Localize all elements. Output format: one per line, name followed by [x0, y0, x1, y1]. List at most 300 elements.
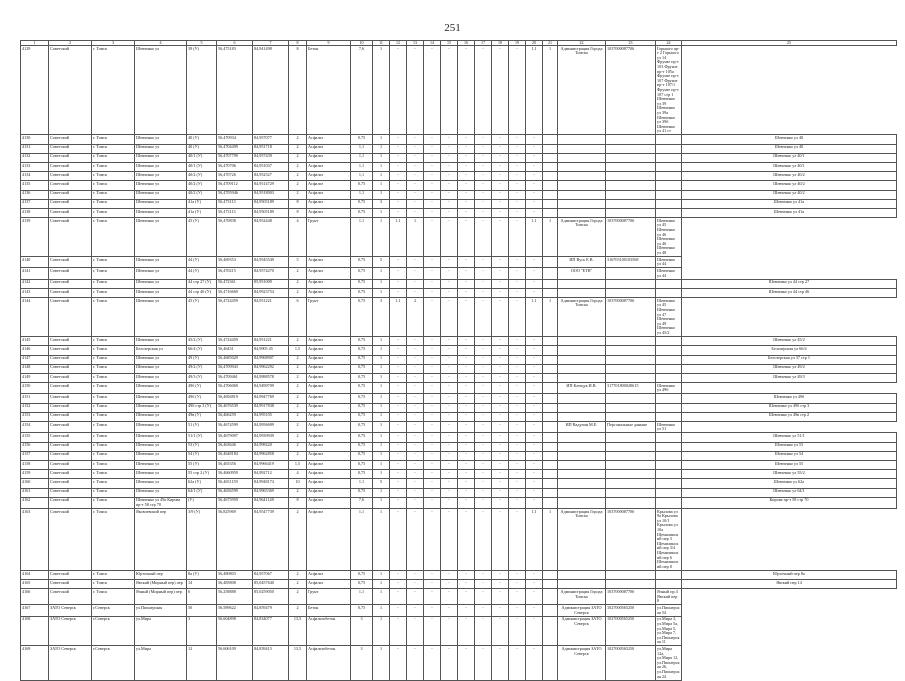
- table-cell: 56,465356: [217, 460, 253, 469]
- table-cell: 1: [373, 646, 390, 680]
- table-cell: [543, 279, 558, 288]
- table-cell: 4149: [21, 373, 49, 382]
- table-cell: Шевченко ул 49/2: [682, 364, 897, 373]
- table-cell: 1: [373, 268, 390, 279]
- table-cell: Советский: [49, 268, 92, 279]
- table-cell: Шевченко ул 41а: [682, 208, 897, 217]
- registry-table: [20, 40, 897, 681]
- table-cell: -: [424, 412, 441, 421]
- table-cell: [543, 646, 558, 680]
- table-cell: -: [458, 571, 475, 580]
- table-cell: 44 стр 27 (У): [187, 279, 217, 288]
- table-cell: Советский: [49, 403, 92, 412]
- table-cell: 4151: [21, 394, 49, 403]
- table-cell: 84,951221: [253, 337, 289, 346]
- table-cell: -: [509, 497, 526, 508]
- table-cell: -: [458, 605, 475, 616]
- table-cell: ЗАТО Северск: [49, 616, 92, 646]
- table-cell: 0,75: [351, 208, 373, 217]
- table-cell: 44 (У): [187, 257, 217, 268]
- table-cell: [543, 412, 558, 421]
- table-cell: [543, 346, 558, 355]
- table-cell: [558, 135, 606, 144]
- table-cell: Шевченко ул: [135, 403, 187, 412]
- column-number-cell: 6: [217, 41, 253, 46]
- table-cell: -: [526, 383, 543, 394]
- table-cell: Асфальтобетон: [307, 646, 351, 680]
- table-cell: 1,1: [351, 218, 373, 257]
- table-cell: -: [424, 298, 441, 337]
- table-cell: 56,4675959: [217, 497, 253, 508]
- table-cell: 4135: [21, 181, 49, 190]
- table-cell: [558, 279, 606, 288]
- table-cell: г. Томск: [92, 46, 135, 135]
- column-number-cell: 1: [21, 41, 49, 46]
- table-cell: -: [492, 497, 509, 508]
- table-cell: -: [441, 422, 458, 433]
- table-cell: 1: [373, 355, 390, 364]
- table-cell: 85,0457640: [253, 580, 289, 589]
- table-cell: Асфальт: [307, 433, 351, 442]
- table-cell: 56,4648184: [217, 451, 253, 460]
- table-cell: -: [458, 580, 475, 589]
- table-cell: 84,9514729: [253, 181, 289, 190]
- table-cell: 0,75: [351, 451, 373, 460]
- table-cell: 1: [373, 153, 390, 162]
- table-cell: [543, 394, 558, 403]
- table-cell: г. Томск: [92, 373, 135, 382]
- table-cell: Советский: [49, 199, 92, 208]
- table-cell: 2: [289, 580, 307, 589]
- table-cell: -: [475, 509, 492, 571]
- table-cell: Асфальт: [307, 355, 351, 364]
- table-cell: Шевченко ул 40/2: [682, 172, 897, 181]
- table-cell: -: [458, 172, 475, 181]
- table-cell: 4153: [21, 412, 49, 421]
- table-cell: 84,9547739: [253, 509, 289, 571]
- table-cell: -: [492, 580, 509, 589]
- table-cell: -: [390, 172, 407, 181]
- table-cell: 0,75: [351, 279, 373, 288]
- table-cell: 4132: [21, 153, 49, 162]
- table-cell: 1: [373, 605, 390, 616]
- table-cell: 0,75: [351, 422, 373, 433]
- table-cell: 1027000565250: [606, 616, 656, 646]
- table-cell: 4133: [21, 163, 49, 172]
- table-cell: Асфальт: [307, 373, 351, 382]
- table-cell: [606, 153, 656, 162]
- table-cell: 4160: [21, 479, 49, 488]
- table-cell: Администрация ЗАТО Северск: [558, 646, 606, 680]
- table-cell: Советский: [49, 488, 92, 497]
- table-cell: 56,470706: [217, 163, 253, 172]
- table-cell: Советский: [49, 394, 92, 403]
- table-cell: [558, 163, 606, 172]
- table-cell: -: [424, 257, 441, 268]
- table-cell: г. Томск: [92, 135, 135, 144]
- table-cell: -: [458, 412, 475, 421]
- column-number-cell: 8: [289, 41, 307, 46]
- table-cell: 4: [289, 470, 307, 479]
- table-row: [21, 279, 897, 288]
- table-row: [21, 403, 897, 412]
- table-cell: -: [458, 442, 475, 451]
- table-cell: -: [424, 346, 441, 355]
- table-cell: 1: [373, 181, 390, 190]
- table-cell: -: [492, 257, 509, 268]
- table-cell: 40 (У): [187, 135, 217, 144]
- table-cell: 3: [187, 616, 217, 646]
- table-cell: -: [407, 571, 424, 580]
- table-cell: 49в (У): [187, 412, 217, 421]
- table-cell: -: [526, 460, 543, 469]
- table-cell: -: [458, 488, 475, 497]
- table-cell: -: [492, 403, 509, 412]
- table-cell: -: [390, 181, 407, 190]
- table-cell: -: [475, 153, 492, 162]
- table-cell: 56,470215: [217, 268, 253, 279]
- table-cell: 2: [289, 589, 307, 605]
- table-cell: Советский: [49, 451, 92, 460]
- table-row: [21, 412, 897, 421]
- table-cell: Шевченко ул: [135, 488, 187, 497]
- table-row: [21, 509, 897, 571]
- table-cell: 1: [373, 451, 390, 460]
- table-cell: 1,1: [351, 153, 373, 162]
- table-cell: 0,75: [351, 257, 373, 268]
- table-cell: -: [424, 605, 441, 616]
- table-cell: [558, 337, 606, 346]
- table-cell: -: [407, 208, 424, 217]
- column-number-cell: 20: [526, 41, 543, 46]
- table-cell: -: [424, 337, 441, 346]
- table-cell: -: [475, 135, 492, 144]
- table-cell: [543, 442, 558, 451]
- table-cell: Шевченко ул: [135, 470, 187, 479]
- table-cell: [543, 488, 558, 497]
- table-cell: 2: [289, 337, 307, 346]
- table-cell: Шевченко ул 55/2: [682, 470, 897, 479]
- table-cell: [656, 163, 682, 172]
- table-cell: -: [509, 144, 526, 153]
- table-cell: -: [458, 279, 475, 288]
- table-cell: 85,951009: [253, 279, 289, 288]
- table-cell: 49/2 (У): [187, 364, 217, 373]
- table-cell: Асфальт: [307, 442, 351, 451]
- table-cell: -: [509, 46, 526, 135]
- table-cell: 56,4709943: [217, 364, 253, 373]
- table-cell: -: [407, 153, 424, 162]
- table-row: [21, 646, 897, 680]
- table-cell: 4129: [21, 46, 49, 135]
- table-cell: г. Томск: [92, 364, 135, 373]
- table-cell: 40/1 (У): [187, 163, 217, 172]
- table-row: [21, 383, 897, 394]
- table-cell: -: [424, 163, 441, 172]
- table-cell: -: [526, 153, 543, 162]
- table-cell: 84,9962858: [253, 451, 289, 460]
- table-cell: г. Томск: [92, 199, 135, 208]
- table-cell: [656, 279, 682, 288]
- table-cell: -: [458, 199, 475, 208]
- table-cell: [606, 470, 656, 479]
- table-cell: -: [441, 497, 458, 508]
- table-cell: 4143: [21, 289, 49, 298]
- table-cell: 2: [289, 153, 307, 162]
- table-cell: [543, 422, 558, 433]
- table-cell: 56,473113: [217, 208, 253, 217]
- table-cell: г. Томск: [92, 144, 135, 153]
- table-cell: [656, 289, 682, 298]
- table-cell: 0,75: [351, 289, 373, 298]
- table-cell: Советский: [49, 208, 92, 217]
- table-cell: 1: [373, 488, 390, 497]
- table-cell: [543, 181, 558, 190]
- table-cell: [558, 144, 606, 153]
- table-cell: -: [458, 268, 475, 279]
- table-cell: 56,4660959: [217, 470, 253, 479]
- table-cell: 5: [373, 479, 390, 488]
- table-cell: -: [458, 589, 475, 605]
- table-cell: -: [526, 208, 543, 217]
- table-cell: -: [526, 337, 543, 346]
- table-cell: -: [424, 153, 441, 162]
- table-cell: 13,5: [289, 646, 307, 680]
- table-cell: 6: [289, 298, 307, 337]
- table-cell: Шевченко ул: [135, 337, 187, 346]
- table-cell: 40/2 (У): [187, 181, 217, 190]
- table-cell: -: [458, 509, 475, 571]
- table-cell: Асфальт: [307, 181, 351, 190]
- table-row: [21, 181, 897, 190]
- table-cell: Асфальт: [307, 422, 351, 433]
- table-cell: Ячный (Мирный пер) пер: [135, 589, 187, 605]
- table-cell: г. Томск: [92, 451, 135, 460]
- table-cell: -: [390, 190, 407, 199]
- table-cell: Грунт: [307, 218, 351, 257]
- table-cell: -: [458, 470, 475, 479]
- table-cell: Асфальт: [307, 279, 351, 288]
- table-cell: [543, 383, 558, 394]
- table-cell: -: [441, 135, 458, 144]
- table-cell: [558, 479, 606, 488]
- table-cell: -: [424, 364, 441, 373]
- table-cell: 1,1: [526, 218, 543, 257]
- table-cell: 4166: [21, 589, 49, 605]
- table-cell: -: [441, 355, 458, 364]
- table-cell: 84,9966419: [253, 460, 289, 469]
- table-cell: Асфальтобетон: [307, 616, 351, 646]
- table-cell: Шевченко ул: [135, 199, 187, 208]
- table-cell: [558, 488, 606, 497]
- table-row: [21, 364, 897, 373]
- table-cell: Асфальт: [307, 403, 351, 412]
- table-cell: [543, 144, 558, 153]
- table-cell: г. Томск: [92, 589, 135, 605]
- table-cell: -: [407, 460, 424, 469]
- table-cell: 4141: [21, 268, 49, 279]
- table-cell: 2: [289, 279, 307, 288]
- table-cell: Шевченко ул 49а Кирова пр-т 58 стр 70: [135, 497, 187, 508]
- table-cell: -: [424, 181, 441, 190]
- table-cell: Шевченко ул 49б: [656, 383, 682, 394]
- table-cell: -: [492, 153, 509, 162]
- table-cell: 4139: [21, 218, 49, 257]
- table-cell: 2: [289, 181, 307, 190]
- table-cell: [543, 373, 558, 382]
- table-cell: ЗАТО Северск: [49, 605, 92, 616]
- table-cell: Асфальт: [307, 257, 351, 268]
- table-cell: Асфальт: [307, 412, 351, 421]
- table-cell: Администрация Города Томска: [558, 298, 606, 337]
- table-cell: г. Томск: [92, 298, 135, 337]
- table-cell: -: [441, 298, 458, 337]
- table-cell: 84,9574270: [253, 268, 289, 279]
- table-cell: -: [441, 433, 458, 442]
- table-cell: 4136: [21, 190, 49, 199]
- table-cell: -: [509, 364, 526, 373]
- table-cell: -: [458, 163, 475, 172]
- table-cell: Шевченко ул 40/2: [682, 181, 897, 190]
- table-cell: Белозерская ул 37 стр 1: [682, 355, 897, 364]
- table-cell: г. Томск: [92, 355, 135, 364]
- table-cell: -: [390, 605, 407, 616]
- table-cell: 56,4724459: [217, 298, 253, 337]
- table-cell: 44 (У): [187, 268, 217, 279]
- table-cell: Асфальт: [307, 364, 351, 373]
- table-cell: 0,75: [351, 460, 373, 469]
- table-cell: -: [475, 460, 492, 469]
- table-cell: 45/2 (У): [187, 337, 217, 346]
- table-cell: Бетон: [307, 605, 351, 616]
- table-cell: [656, 479, 682, 488]
- table-cell: -: [424, 616, 441, 646]
- table-cell: 1: [373, 497, 390, 508]
- table-cell: -: [458, 257, 475, 268]
- table-cell: -: [424, 199, 441, 208]
- table-cell: -: [424, 580, 441, 589]
- table-cell: Шевченко ул 40/1: [682, 163, 897, 172]
- table-cell: -: [458, 46, 475, 135]
- table-cell: [606, 433, 656, 442]
- table-cell: -: [441, 571, 458, 580]
- table-cell: -: [441, 364, 458, 373]
- column-number-cell: 11: [373, 41, 390, 46]
- table-cell: [606, 135, 656, 144]
- table-cell: -: [390, 403, 407, 412]
- table-cell: 56,4724459: [217, 337, 253, 346]
- table-cell: -: [441, 144, 458, 153]
- table-cell: [606, 412, 656, 421]
- table-cell: -: [407, 268, 424, 279]
- table-cell: -: [526, 289, 543, 298]
- table-cell: [656, 135, 682, 144]
- table-cell: г. Томск: [92, 257, 135, 268]
- table-cell: [543, 135, 558, 144]
- table-cell: 5: [373, 257, 390, 268]
- table-cell: 8: [289, 199, 307, 208]
- table-cell: -: [441, 394, 458, 403]
- table-cell: -: [492, 199, 509, 208]
- table-cell: 1: [373, 470, 390, 479]
- table-cell: г. Томск: [92, 412, 135, 421]
- table-cell: Асфальт: [307, 163, 351, 172]
- table-cell: 0,75: [351, 605, 373, 616]
- table-row: [21, 298, 897, 337]
- table-cell: -: [407, 497, 424, 508]
- table-cell: Грунт: [307, 589, 351, 605]
- table-cell: -: [407, 190, 424, 199]
- table-cell: 1,1: [526, 298, 543, 337]
- table-cell: -: [390, 509, 407, 571]
- table-cell: 4148: [21, 364, 49, 373]
- table-cell: 56,469353: [217, 257, 253, 268]
- table-cell: Шевченко ул 51/1: [682, 433, 897, 442]
- table-cell: г.Северск: [92, 646, 135, 680]
- table-cell: 0,75: [351, 394, 373, 403]
- table-cell: [558, 190, 606, 199]
- table-cell: Явский (Мирный пер) пер: [135, 580, 187, 589]
- table-cell: [558, 403, 606, 412]
- table-cell: -: [390, 355, 407, 364]
- table-cell: Шевченко ул 49б: [682, 394, 897, 403]
- table-cell: Шевченко ул: [135, 172, 187, 181]
- table-cell: -: [424, 172, 441, 181]
- table-cell: 4155: [21, 433, 49, 442]
- table-cell: г. Томск: [92, 218, 135, 257]
- table-cell: -: [526, 422, 543, 433]
- table-cell: 56,485808: [217, 580, 253, 589]
- table-cell: 2: [289, 190, 307, 199]
- table-cell: Советский: [49, 470, 92, 479]
- table-cell: -: [441, 470, 458, 479]
- table-row: [21, 163, 897, 172]
- table-row: [21, 208, 897, 217]
- table-cell: -: [492, 616, 509, 646]
- table-cell: 1: [373, 412, 390, 421]
- table-row: [21, 589, 897, 605]
- table-cell: -: [492, 163, 509, 172]
- table-cell: Шевченко ул: [135, 451, 187, 460]
- table-cell: 1,1: [526, 509, 543, 571]
- table-cell: 3: [373, 199, 390, 208]
- table-cell: [656, 451, 682, 460]
- table-cell: -: [475, 163, 492, 172]
- table-cell: Шевченко ул 40/1: [682, 153, 897, 162]
- table-cell: -: [475, 364, 492, 373]
- table-cell: [543, 605, 558, 616]
- table-cell: -: [475, 199, 492, 208]
- table-cell: -: [458, 346, 475, 355]
- table-cell: 4140: [21, 257, 49, 268]
- table-cell: 4168: [21, 616, 49, 646]
- table-cell: -: [458, 135, 475, 144]
- table-cell: Шевченко ул: [135, 373, 187, 382]
- table-row: [21, 442, 897, 451]
- table-cell: -: [526, 589, 543, 605]
- table-cell: Шевченко ул: [135, 442, 187, 451]
- table-cell: [558, 571, 606, 580]
- table-cell: -: [509, 451, 526, 460]
- table-cell: Советский: [49, 460, 92, 469]
- table-cell: 8: [289, 208, 307, 217]
- table-cell: Явский пер 14: [682, 580, 897, 589]
- table-cell: 14: [187, 580, 217, 589]
- table-cell: -: [407, 383, 424, 394]
- table-cell: г. Томск: [92, 153, 135, 162]
- table-cell: -: [458, 479, 475, 488]
- table-cell: 56,480803: [217, 571, 253, 580]
